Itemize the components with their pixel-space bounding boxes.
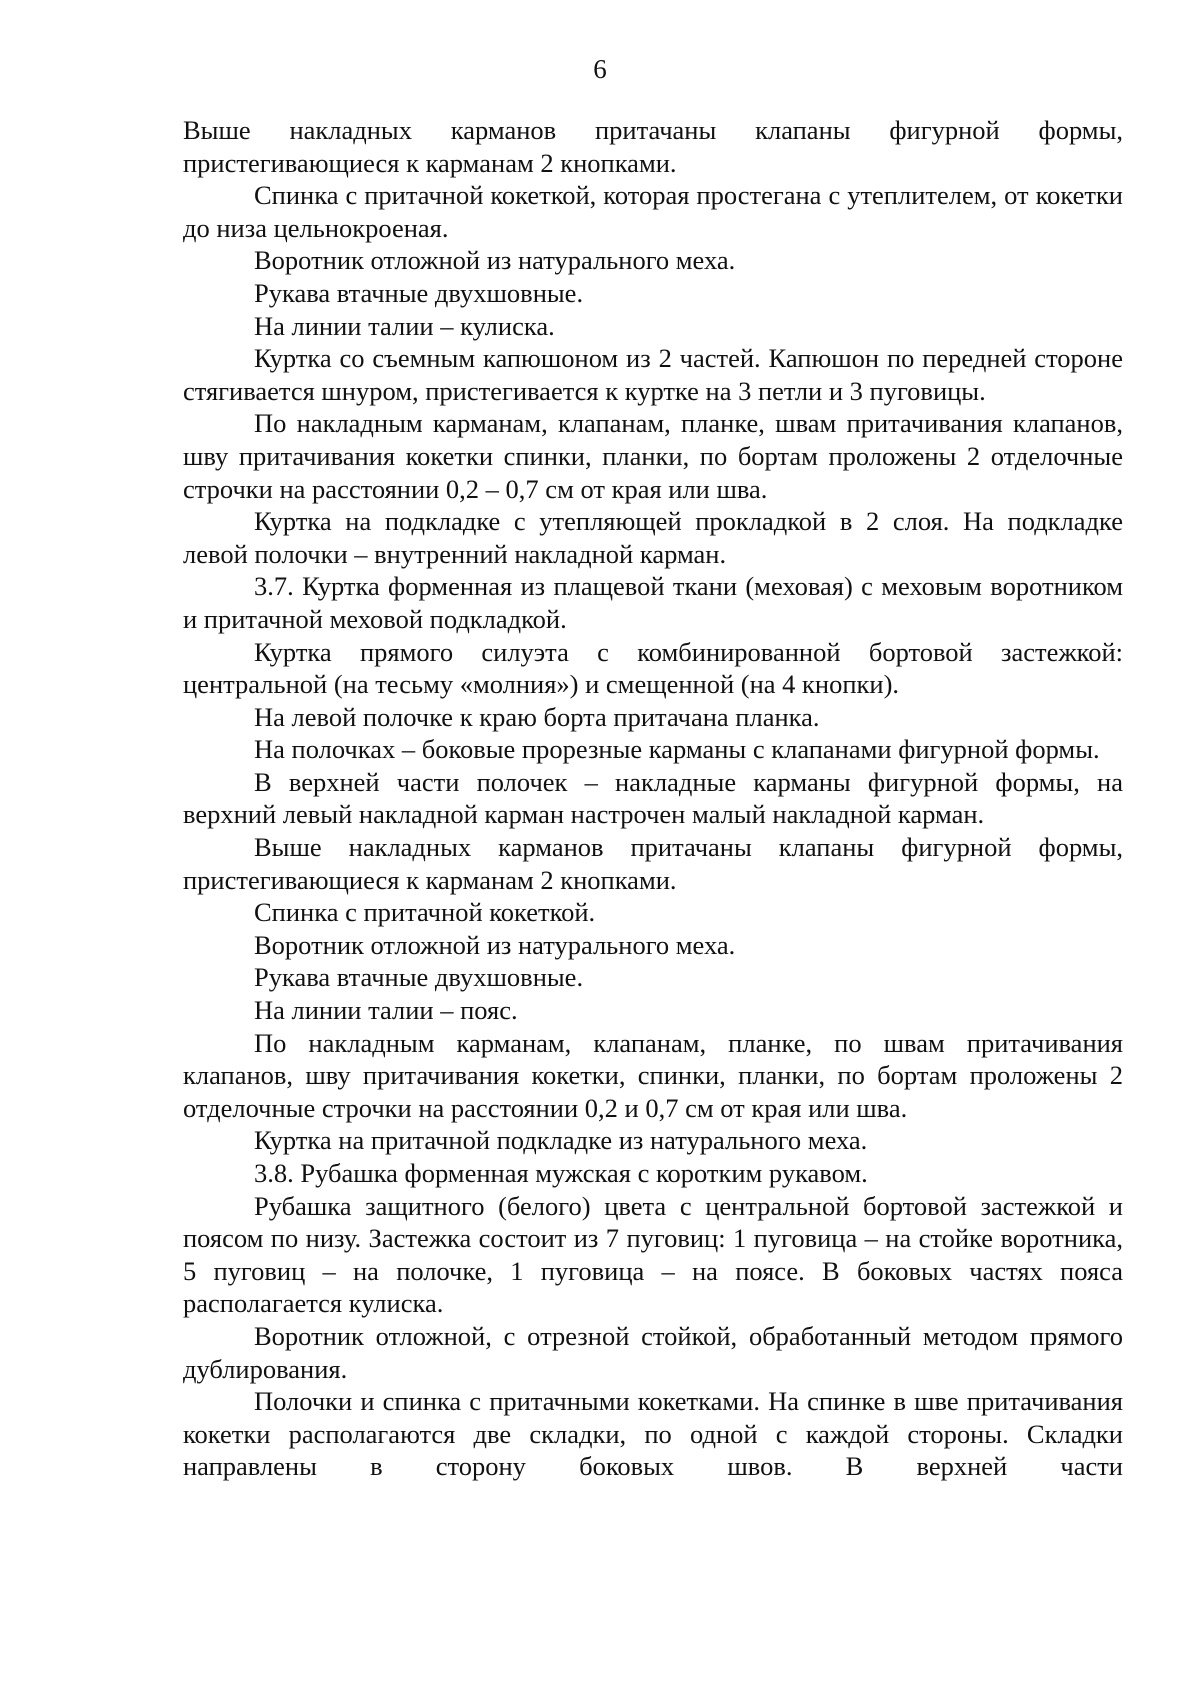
paragraph: По накладным карманам, клапанам, планке, швам притачивания клапанов, шву притачивания кокетки спинки, планки, по бортам проложены 2 отделочные строчки на расстоянии 0,2 – 0,7 см от края или шва. <box>183 408 1123 504</box>
paragraph: На линии талии – кулиска. <box>254 310 555 341</box>
paragraph: В верхней части полочек – накладные карманы фигурной формы, на верхний левый накладной карман настрочен малый накладной карман. <box>183 766 1123 830</box>
paragraph: 3.7. Куртка форменная из плащевой ткани (меховая) с меховым воротником и притачной меховой подкладкой. <box>183 571 1123 634</box>
paragraph: Выше накладных карманов притачаны клапаны фигурной формы, пристегивающиеся к карманам 2 кнопками. <box>183 115 1123 178</box>
paragraph: Воротник отложной из натурального меха. <box>254 245 736 276</box>
paragraph: По накладным карманам, клапанам, планке, по швам притачивания клапанов, шву притачивания кокетки, спинки, планки, по бортам проложены 2 отделочные строчки на расстоянии 0,2 и 0,7 см от края или шва. <box>183 1027 1123 1123</box>
paragraph: На полочках – боковые прорезные карманы с клапанами фигурной формы. <box>254 734 1100 765</box>
paragraph: Спинка с притачной кокеткой. <box>254 897 596 928</box>
paragraph: Воротник отложной из натурального меха. <box>254 929 736 960</box>
paragraph: Рубашка защитного (белого) цвета с центральной бортовой застежкой и поясом по низу. Застежка состоит из 7 пуговиц: 1 пуговица – на стойке воротника, 5 пуговиц – на полочке, 1 пуговица – на поясе. В боковых частях пояса располагается кулиска. <box>183 1190 1123 1319</box>
paragraph: Куртка прямого силуэта с комбинированной бортовой застежкой: центральной (на тесьму «молния») и смещенной (на 4 кнопки). <box>183 636 1123 700</box>
paragraph: На левой полочке к краю борта притачана планка. <box>254 701 820 732</box>
body-text <box>183 114 1123 1483</box>
paragraph: Рукава втачные двухшовные. <box>254 962 584 993</box>
paragraph: Выше накладных карманов притачаны клапаны фигурной формы, пристегивающиеся к карманам 2 кнопками. <box>183 832 1123 895</box>
paragraph-continued: Полочки и спинка с притачными кокетками. На спинке в шве притачивания кокетки располагаются две складки, по одной с каждой стороны. Складки направлены в сторону боковых швов. В верхней части <box>183 1386 1123 1482</box>
paragraph: Куртка на подкладке с утепляющей прокладкой в 2 слоя. На подкладке левой полочки – внутренний накладной карман. <box>183 506 1123 569</box>
paragraph: На линии талии – пояс. <box>254 995 518 1026</box>
paragraph: 3.8. Рубашка форменная мужская с коротким рукавом. <box>254 1158 868 1188</box>
paragraph: Спинка с притачной кокеткой, которая простегана с утеплителем, от кокетки до низа цельнокроеная. <box>183 180 1123 243</box>
paragraph: Рукава втачные двухшовные. <box>254 277 584 308</box>
paragraph: Куртка со съемным капюшоном из 2 частей. Капюшон по передней стороне стягивается шнуром, пристегивается к куртке на 3 петли и 3 пуговицы. <box>183 343 1123 406</box>
paragraph: Куртка на притачной подкладке из натурального меха. <box>254 1125 868 1156</box>
paragraph: Воротник отложной, с отрезной стойкой, обработанный методом прямого дублирования. <box>183 1320 1123 1384</box>
page-number: 6 <box>593 54 607 84</box>
